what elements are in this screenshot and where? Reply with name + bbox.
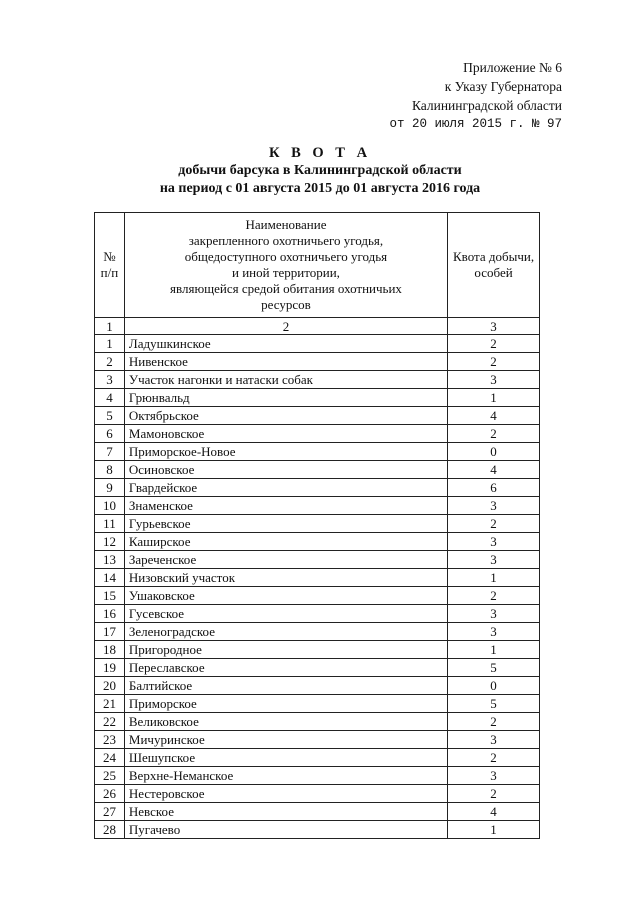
document-title <box>40 144 600 198</box>
row-name: Шешупское <box>124 749 447 767</box>
header-name-line: и иной территории, <box>232 265 340 280</box>
table-row <box>95 677 540 695</box>
column-index: 3 <box>448 318 540 335</box>
row-number: 2 <box>95 353 125 371</box>
row-quota: 3 <box>448 551 540 569</box>
row-name: Гусевское <box>124 605 447 623</box>
row-number: 6 <box>95 425 125 443</box>
row-name: Балтийское <box>124 677 447 695</box>
table-header-row <box>95 213 540 318</box>
row-number: 19 <box>95 659 125 677</box>
row-name: Участок нагонки и натаски собак <box>124 371 447 389</box>
row-name: Октябрьское <box>124 407 447 425</box>
row-quota: 3 <box>448 371 540 389</box>
row-quota: 2 <box>448 335 540 353</box>
row-quota: 6 <box>448 479 540 497</box>
row-name: Мичуринское <box>124 731 447 749</box>
table-row <box>95 659 540 677</box>
row-number: 5 <box>95 407 125 425</box>
row-number: 7 <box>95 443 125 461</box>
table-row <box>95 353 540 371</box>
row-quota: 3 <box>448 731 540 749</box>
column-index: 2 <box>124 318 447 335</box>
row-quota: 1 <box>448 389 540 407</box>
title-heading: К В О Т А <box>268 145 372 161</box>
row-number: 17 <box>95 623 125 641</box>
table-row <box>95 767 540 785</box>
row-number: 15 <box>95 587 125 605</box>
row-number: 16 <box>95 605 125 623</box>
row-name: Зеленоградское <box>124 623 447 641</box>
title-period: на период с 01 августа 2015 до 01 августа 2016 года <box>159 181 481 196</box>
row-quota: 3 <box>448 497 540 515</box>
table-row <box>95 605 540 623</box>
row-name: Пугачево <box>124 821 447 839</box>
row-number: 22 <box>95 713 125 731</box>
table-row <box>95 821 540 839</box>
quota-table <box>94 212 540 839</box>
row-name: Невское <box>124 803 447 821</box>
table-row <box>95 713 540 731</box>
row-name: Пригородное <box>124 641 447 659</box>
table-row <box>95 551 540 569</box>
row-quota: 5 <box>448 659 540 677</box>
row-quota: 2 <box>448 353 540 371</box>
header-number-line: № <box>103 249 116 264</box>
row-number: 26 <box>95 785 125 803</box>
row-quota: 2 <box>448 515 540 533</box>
table-row <box>95 461 540 479</box>
row-number: 9 <box>95 479 125 497</box>
row-quota: 3 <box>448 767 540 785</box>
row-quota: 4 <box>448 461 540 479</box>
row-quota: 0 <box>448 677 540 695</box>
row-quota: 2 <box>448 749 540 767</box>
table-row <box>95 515 540 533</box>
table-row <box>95 695 540 713</box>
appendix-line: Калининградской области <box>411 98 562 113</box>
table-row <box>95 407 540 425</box>
row-name: Приморское <box>124 695 447 713</box>
header-quota-line: особей <box>474 265 513 280</box>
table-row <box>95 569 540 587</box>
table-row <box>95 533 540 551</box>
row-quota: 2 <box>448 713 540 731</box>
table-row <box>95 443 540 461</box>
row-quota: 3 <box>448 533 540 551</box>
row-number: 18 <box>95 641 125 659</box>
row-name: Низовский участок <box>124 569 447 587</box>
row-number: 25 <box>95 767 125 785</box>
row-quota: 1 <box>448 821 540 839</box>
row-number: 27 <box>95 803 125 821</box>
table-row <box>95 731 540 749</box>
row-quota: 5 <box>448 695 540 713</box>
row-quota: 3 <box>448 605 540 623</box>
row-name: Нивенское <box>124 353 447 371</box>
column-index-row <box>95 318 540 335</box>
appendix-line: Приложение № 6 <box>463 60 562 75</box>
row-quota: 2 <box>448 587 540 605</box>
appendix-decree-line: от 20 июля 2015 г. № 97 <box>389 117 562 131</box>
row-name: Мамоновское <box>124 425 447 443</box>
table-row <box>95 641 540 659</box>
row-number: 13 <box>95 551 125 569</box>
row-number: 12 <box>95 533 125 551</box>
header-name-line: являющейся средой обитания охотничьих <box>170 281 402 296</box>
row-quota: 2 <box>448 785 540 803</box>
row-quota: 3 <box>448 623 540 641</box>
appendix-block <box>300 58 562 134</box>
row-number: 8 <box>95 461 125 479</box>
row-name: Зареченское <box>124 551 447 569</box>
row-name: Ушаковское <box>124 587 447 605</box>
table-row <box>95 803 540 821</box>
table-row <box>95 371 540 389</box>
row-name: Гвардейское <box>124 479 447 497</box>
row-name: Знаменское <box>124 497 447 515</box>
row-quota: 4 <box>448 803 540 821</box>
table-row <box>95 479 540 497</box>
row-name: Верхне-Неманское <box>124 767 447 785</box>
header-quota-line: Квота добычи, <box>452 249 535 264</box>
row-name: Осиновское <box>124 461 447 479</box>
header-name-line: закрепленного охотничьего угодья, <box>188 233 384 248</box>
appendix-line: к Указу Губернатора <box>444 79 562 94</box>
table-row <box>95 425 540 443</box>
row-name: Переславское <box>124 659 447 677</box>
row-number: 23 <box>95 731 125 749</box>
row-name: Ладушкинское <box>124 335 447 353</box>
header-quota <box>448 213 540 318</box>
header-name-line: общедоступного охотничьего угодья <box>184 249 388 264</box>
row-name: Грюнвальд <box>124 389 447 407</box>
row-name: Нестеровское <box>124 785 447 803</box>
row-number: 21 <box>95 695 125 713</box>
header-name <box>124 213 447 318</box>
row-number: 24 <box>95 749 125 767</box>
table-row <box>95 587 540 605</box>
row-quota: 4 <box>448 407 540 425</box>
row-name: Великовское <box>124 713 447 731</box>
row-quota: 1 <box>448 641 540 659</box>
row-number: 28 <box>95 821 125 839</box>
header-name-line: ресурсов <box>261 297 311 312</box>
header-number <box>95 213 125 318</box>
row-name: Каширское <box>124 533 447 551</box>
table-row <box>95 749 540 767</box>
table-row <box>95 497 540 515</box>
row-number: 20 <box>95 677 125 695</box>
row-name: Гурьевское <box>124 515 447 533</box>
row-number: 14 <box>95 569 125 587</box>
title-subtitle: добычи барсука в Калининградской области <box>178 163 462 178</box>
row-quota: 2 <box>448 425 540 443</box>
table-row <box>95 785 540 803</box>
row-number: 1 <box>95 335 125 353</box>
row-number: 10 <box>95 497 125 515</box>
row-number: 3 <box>95 371 125 389</box>
column-index: 1 <box>95 318 125 335</box>
row-name: Приморское-Новое <box>124 443 447 461</box>
header-number-line: п/п <box>100 265 119 280</box>
header-name-line: Наименование <box>245 217 327 232</box>
row-number: 4 <box>95 389 125 407</box>
row-quota: 1 <box>448 569 540 587</box>
table-row <box>95 335 540 353</box>
table-row <box>95 389 540 407</box>
row-quota: 0 <box>448 443 540 461</box>
table-row <box>95 623 540 641</box>
row-number: 11 <box>95 515 125 533</box>
